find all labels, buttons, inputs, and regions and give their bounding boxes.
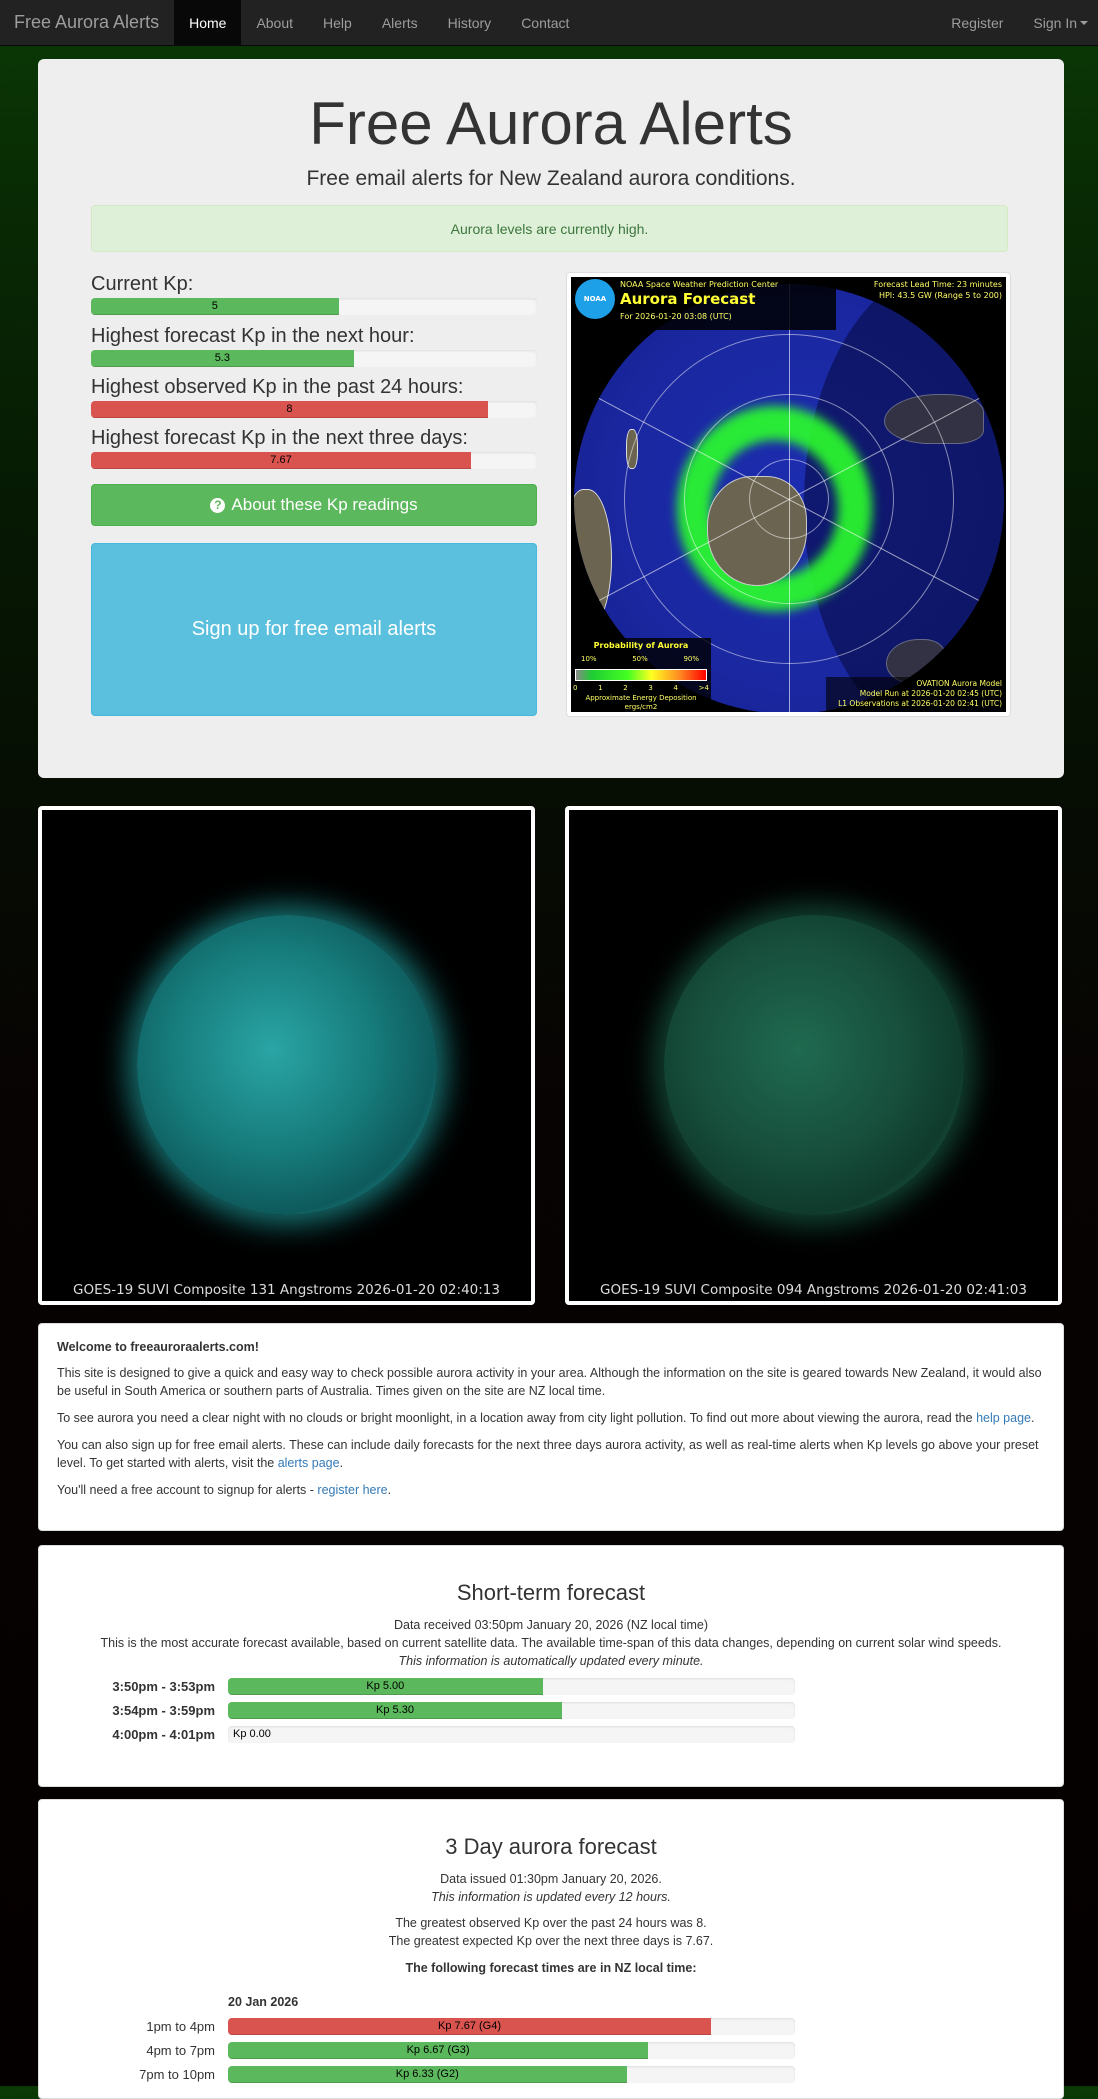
legend-colorbar [575,669,707,681]
row-bar: Kp 6.67 (G3) [228,2042,648,2059]
kp-bar: 8 [91,401,488,418]
kp-forecast-hour [91,325,537,367]
three-day-tz-note: The following forecast times are in NZ local time: [405,1961,697,1975]
three-day-expected: The greatest expected Kp over the next three days is 7.67. [388,1934,714,1948]
model-run: Model Run at 2026-01-20 02:45 (UTC) [859,689,1002,698]
legend-pct: 90% [683,655,699,663]
about-kp-button[interactable] [91,484,537,526]
short-term-received: Data received 03:50pm January 20, 2026 (NZ local time) [393,1618,709,1632]
brand-link[interactable]: Free Aurora Alerts [14,12,160,32]
help-page-link[interactable]: help page [976,1411,1031,1425]
model-info [838,679,1002,709]
welcome-panel [38,1323,1064,1531]
three-day-forecast-panel [38,1799,1064,2099]
legend-pct: 10% [581,655,597,663]
kp-observed-24h [91,376,537,418]
welcome-p4-text: You'll need a free account to signup for alerts - [57,1483,318,1497]
row-progress [228,1702,795,1719]
kp-bar: 5 [91,298,339,315]
model-name: OVATION Aurora Model [916,679,1002,688]
row-time: 4pm to 7pm [146,2043,215,2058]
map-hpi: HPI: 43.5 GW (Range 5 to 200) [878,291,1002,300]
legend-caption-line: Approximate Energy Deposition [585,694,697,702]
row-bar-empty: Kp 0.00 [233,1728,271,1740]
legend-num: 2 [623,684,628,692]
welcome-p2-text: To see aurora you need a clear night with no clouds or bright moonlight, in a location away from city light pollution. To find out more about viewing the aurora, read the [57,1411,977,1425]
nav-alerts[interactable]: Alerts [381,14,418,31]
map-for-time: For 2026-01-20 03:08 (UTC) [620,312,732,321]
three-day-observed: The greatest observed Kp over the past 24 hours was 8. [395,1916,707,1930]
kp-forecast-3day [91,427,537,469]
legend-nums [573,684,709,692]
short-term-row [39,1702,1065,1720]
sun-131 [137,915,437,1215]
kp-progress [91,350,537,367]
short-term-row [39,1726,1065,1744]
row-time: 1pm to 4pm [146,2019,215,2034]
page-title: Free Aurora Alerts [309,90,793,157]
map-org: NOAA Space Weather Prediction Center [620,280,779,289]
three-day-row [39,2042,1065,2060]
legend-num: >4 [698,684,709,692]
legend-pct: 50% [632,655,648,663]
three-day-row [39,2018,1065,2036]
welcome-p4 [57,1481,1045,1499]
row-time: 3:54pm - 3:59pm [112,1703,215,1718]
legend-num: 1 [598,684,603,692]
sun-094 [664,915,964,1215]
welcome-p3-text: You can also sign up for free email alerts. These can include daily forecasts for the next three days aurora activity, as well as real-time alerts when Kp levels go above your preset level. To get started with alerts, visit the [57,1438,1039,1470]
legend-title: Probability of Aurora [593,641,689,650]
welcome-p2 [57,1409,1045,1427]
signup-alerts-button[interactable]: Sign up for free email alerts [91,543,537,716]
suvi-094-image [565,806,1062,1305]
map-title: Aurora Forecast [620,290,756,308]
three-day-title: 3 Day aurora forecast [445,1834,657,1859]
sign-in-label: Sign In [1033,14,1077,31]
row-bar: Kp 5.00 [228,1678,543,1695]
three-day-note: This information is updated every 12 hours. [431,1890,671,1904]
legend-num: 3 [648,684,653,692]
page-subtitle: Free email alerts for New Zealand aurora conditions. [306,167,796,190]
short-term-note: This information is automatically updated every minute. [398,1654,704,1668]
suvi-131-caption: GOES-19 SUVI Composite 131 Angstroms 2026-01-20 02:40:13 [73,1282,500,1298]
period: . [1030,1411,1035,1425]
welcome-heading: Welcome to freeauroraalerts.com! [57,1340,259,1354]
short-term-title: Short-term forecast [456,1580,646,1605]
navbar [0,0,1098,46]
suvi-094-caption: GOES-19 SUVI Composite 094 Angstroms 2026-01-20 02:41:03 [600,1282,1027,1298]
hero-panel [38,59,1064,778]
three-day-issued: Data issued 01:30pm January 20, 2026. [440,1872,662,1886]
period: . [339,1456,344,1470]
row-progress [228,2018,795,2035]
nav-help[interactable]: Help [323,14,352,31]
nav-right [936,0,1098,45]
question-circle-icon: ? [210,498,225,513]
row-progress [228,1726,795,1743]
three-day-row [39,2066,1065,2084]
welcome-p3 [57,1436,1045,1472]
row-progress [228,2066,795,2083]
land-australia [574,489,612,629]
period: . [387,1483,392,1497]
row-bar: Kp 6.33 (G2) [228,2066,627,2083]
suvi-131-image [38,806,535,1305]
kp-progress [91,401,537,418]
alerts-page-link[interactable]: alerts page [277,1456,340,1470]
short-term-row [39,1678,1065,1696]
legend-caption-units: ergs/cm2 [624,703,658,711]
nav-contact[interactable]: Contact [521,14,570,31]
nav-left [0,0,584,45]
register-here-link[interactable]: register here [317,1483,388,1497]
welcome-p1: This site is designed to give a quick and easy way to check possible aurora activity in your area. Although the information on the site is geared towards New Zealand, it would also be useful in South America or southern parts of Australia. Times given on the site are NZ local time. [57,1366,1042,1398]
caret-down-icon [1080,21,1088,25]
aurora-forecast-image [566,272,1011,717]
legend-pcts [581,655,699,663]
noaa-logo-icon: NOAA [575,279,615,319]
nav-home[interactable]: Home [174,0,241,45]
row-bar: Kp 7.67 (G4) [228,2018,711,2035]
row-time: 4:00pm - 4:01pm [112,1727,215,1742]
row-progress [228,1678,795,1695]
three-day-date: 20 Jan 2026 [228,1995,299,2009]
map-lead-time: Forecast Lead Time: 23 minutes [873,280,1002,289]
kp-label: Highest forecast Kp in the next three days: [91,427,468,449]
row-bar: Kp 5.30 [228,1702,562,1719]
map-lead [874,279,1002,301]
kp-progress [91,298,537,315]
short-term-description: This is the most accurate forecast available, based on current satellite data. The available time-span of this data changes, depending on current solar wind speeds. [100,1636,1002,1650]
nav-register[interactable]: Register [951,14,1004,31]
kp-bar: 7.67 [91,452,471,469]
l1-observations: L1 Observations at 2026-01-20 02:41 (UTC) [838,699,1002,708]
aurora-level-alert: Aurora levels are currently high. [91,205,1008,252]
nav-history[interactable]: History [447,14,492,31]
nav-sign-in-dropdown[interactable] [1018,0,1098,45]
kp-bar: 5.3 [91,350,354,367]
aurora-map [571,277,1006,712]
kp-label: Highest forecast Kp in the next hour: [91,325,415,347]
short-term-forecast-panel [38,1545,1064,1787]
kp-label: Current Kp: [91,273,194,295]
row-progress [228,2042,795,2059]
legend-caption [571,694,711,712]
legend-num: 0 [573,684,578,692]
about-kp-label: About these Kp readings [231,495,418,514]
legend-num: 4 [673,684,678,692]
kp-progress [91,452,537,469]
row-time: 3:50pm - 3:53pm [112,1679,215,1694]
kp-current [91,273,537,315]
nav-about[interactable]: About [256,14,294,31]
row-time: 7pm to 10pm [139,2067,215,2082]
kp-label: Highest observed Kp in the past 24 hours: [91,376,464,398]
